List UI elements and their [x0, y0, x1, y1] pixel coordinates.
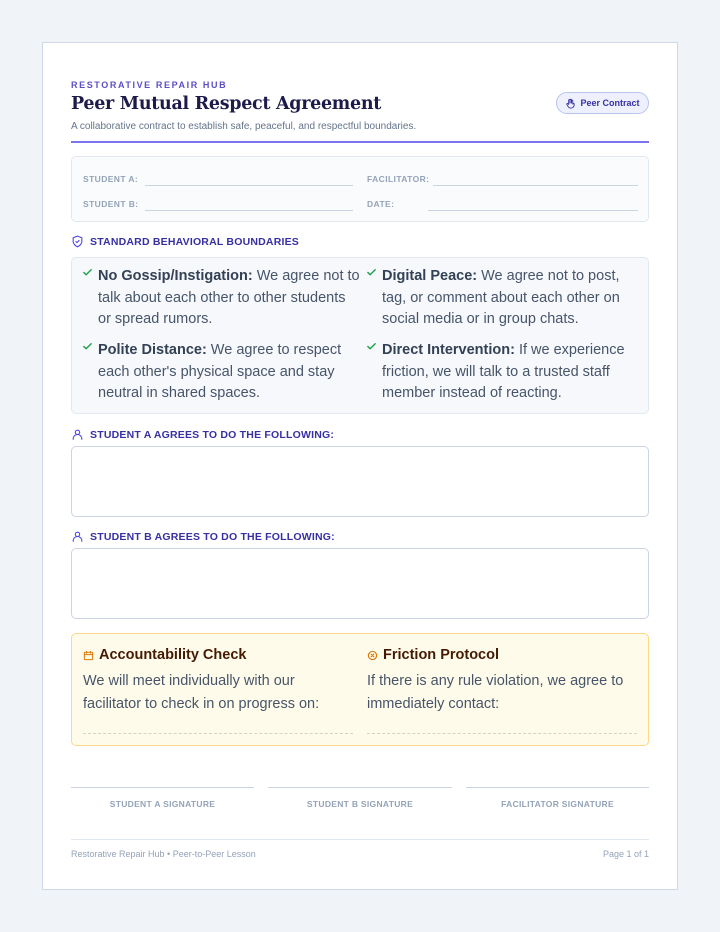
- student-b-signature-line[interactable]: [268, 787, 452, 788]
- accountability-title: Accountability Check: [83, 647, 246, 663]
- rule-no-gossip: No Gossip/Instigation: We agree not to talk about each other to other students or spread rumors.: [98, 268, 360, 327]
- facilitator-signature-label: FACILITATOR SIGNATURE: [501, 799, 614, 809]
- date-label: DATE:: [367, 199, 395, 209]
- calendar-icon: [83, 650, 94, 661]
- shield-check-icon: [71, 235, 84, 248]
- student-a-commitments-box[interactable]: [71, 446, 649, 517]
- footer-source: Restorative Repair Hub • Peer-to-Peer Lesson: [71, 849, 256, 859]
- footer-divider: [71, 839, 649, 840]
- student-a-field[interactable]: [145, 185, 353, 186]
- user-icon: [71, 530, 84, 543]
- student-a-label: STUDENT A:: [83, 174, 139, 184]
- friction-answer-line[interactable]: [367, 733, 637, 734]
- student-b-label: STUDENT B:: [83, 199, 139, 209]
- friction-text: If there is any rule violation, we agree to immediately contact:: [367, 673, 624, 712]
- accountability-answer-line[interactable]: [83, 733, 353, 734]
- header-divider: [71, 141, 649, 143]
- check-icon: [82, 267, 93, 278]
- boundaries-box: [71, 257, 649, 414]
- check-icon: [366, 267, 377, 278]
- student-b-field[interactable]: [145, 210, 353, 211]
- student-a-section-heading: [71, 428, 334, 441]
- hand-wave-icon: [565, 98, 576, 109]
- rule-digital-peace: Digital Peace: We agree not to post, tag, or comment about each other on social media or in group chats.: [382, 268, 620, 327]
- boundaries-heading-text: STANDARD BEHAVIORAL BOUNDARIES: [90, 235, 300, 248]
- facilitator-field[interactable]: [433, 185, 638, 186]
- participant-info-box: [71, 156, 649, 222]
- date-field[interactable]: [428, 210, 638, 211]
- eyebrow-label: RESTORATIVE REPAIR HUB: [71, 80, 228, 90]
- student-b-commitments-box[interactable]: [71, 548, 649, 619]
- check-icon: [366, 341, 377, 352]
- student-b-section-text: STUDENT B AGREES TO DO THE FOLLOWING:: [90, 530, 335, 543]
- student-a-section-text: STUDENT A AGREES TO DO THE FOLLOWING:: [90, 428, 335, 441]
- rule-polite-distance: Polite Distance: We agree to respect each other's physical space and stay neutral in shared spaces.: [98, 342, 342, 401]
- facilitator-label: FACILITATOR:: [367, 174, 430, 184]
- user-icon: [71, 428, 84, 441]
- friction-title: Friction Protocol: [367, 647, 499, 663]
- accountability-text: We will meet individually with our facilitator to check in on progress on:: [83, 673, 320, 712]
- student-b-signature-label: STUDENT B SIGNATURE: [306, 799, 414, 809]
- student-b-section-heading: [71, 530, 335, 543]
- student-a-signature-label: STUDENT A SIGNATURE: [109, 799, 216, 809]
- check-icon: [82, 341, 93, 352]
- alert-circle-icon: [367, 650, 378, 661]
- agreement-page: [42, 42, 678, 890]
- boundaries-heading: [71, 235, 299, 248]
- footer-page-number: Page 1 of 1: [602, 849, 649, 859]
- page-subtitle: A collaborative contract to establish safe, peaceful, and respectful boundaries.: [71, 121, 417, 132]
- page-title: Peer Mutual Respect Agreement: [71, 94, 382, 114]
- facilitator-signature-line[interactable]: [466, 787, 649, 788]
- peer-contract-badge: [556, 92, 649, 114]
- accountability-box: [71, 633, 649, 746]
- badge-label: Peer Contract: [580, 98, 640, 108]
- rule-direct-intervention: Direct Intervention: If we experience friction, we will talk to a trusted staff member instead of reacting.: [382, 342, 625, 401]
- student-a-signature-line[interactable]: [71, 787, 254, 788]
